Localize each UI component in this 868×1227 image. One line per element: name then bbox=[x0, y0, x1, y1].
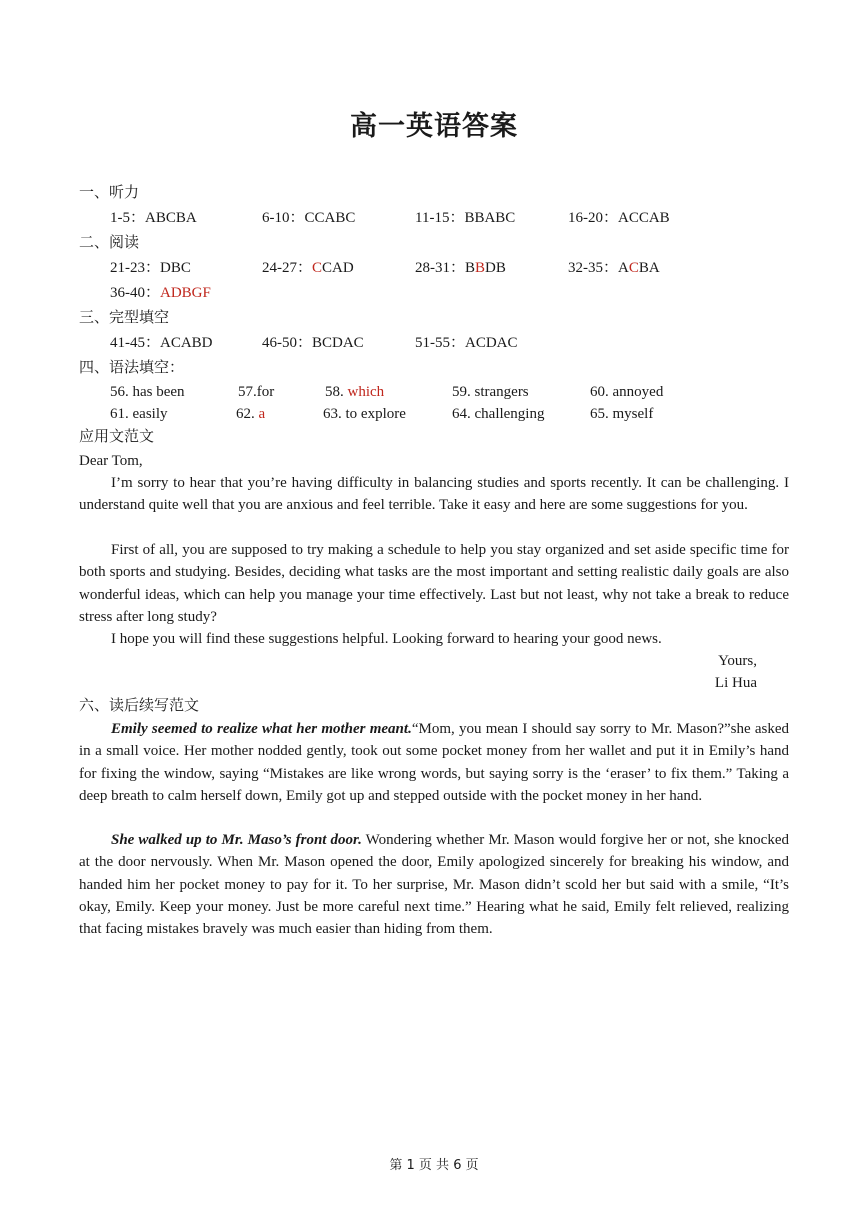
section-heading-cloze: 三、完型填空 bbox=[79, 310, 170, 326]
answer-group: 16-20：ACCAB bbox=[568, 210, 670, 226]
answer-group: 1-5：ABCBA bbox=[110, 210, 197, 226]
section-heading-grammar: 四、语法填空： bbox=[79, 360, 185, 376]
answer-group: 11-15：BBABC bbox=[415, 210, 516, 226]
letter-greeting: Dear Tom, bbox=[79, 453, 143, 469]
answer-group: 21-23：DBC bbox=[110, 260, 191, 276]
continuation-paragraph-2 bbox=[79, 829, 789, 940]
answer-group: 56. has been bbox=[110, 384, 185, 400]
paragraph-lead-sentence: She walked up to Mr. Maso’s front door. bbox=[111, 832, 362, 848]
letter-paragraph-1: I’m sorry to hear that you’re having difficulty in balancing studies and sports recently. It can be challenging. I understand quite well that you are anxious and feel terrible. Take it easy and here are some suggestions for you. bbox=[79, 475, 789, 514]
section-heading-reading: 二、阅读 bbox=[79, 235, 140, 251]
answer-group: 65. myself bbox=[590, 406, 654, 422]
section-heading-letter: 应用文范文 bbox=[79, 429, 155, 445]
answer-group: 24-27：CCAD bbox=[262, 260, 354, 276]
answer-group: 61. easily bbox=[110, 406, 168, 422]
letter-closing: Yours, bbox=[718, 653, 757, 669]
answer-group: 57.for bbox=[238, 384, 275, 400]
letter-paragraph-2: First of all, you are supposed to try making a schedule to help you stay organized and set aside specific time for both sports and studying. Besides, deciding what tasks are the most important and setting realistic daily goals are also wonderful ideas, which can help you manage your time effectively. Last but not least, why not take a break to reduce stress after long study? bbox=[79, 542, 789, 625]
answer-group: 58. which bbox=[325, 384, 385, 400]
answer-group: 63. to explore bbox=[323, 406, 406, 422]
paragraph-body: Wondering whether Mr. Mason would forgive her or not, she knocked at the door nervously. When Mr. Mason opened the door, Emily apologized sincerely for breaking his window, and handed him her pocket money to pay for it. To her surprise, Mr. Mason didn’t scold her but said with a smile, “It’s okay, Emily. Keep your money. Just be more careful next time.” Hearing what he said, Emily felt relieved, realizing that facing mistakes bravely was much easier than hiding from them. bbox=[79, 832, 790, 938]
answer-group: 64. challenging bbox=[452, 406, 545, 422]
answer-group: 59. strangers bbox=[452, 384, 529, 400]
answer-group: 28-31：BBDB bbox=[415, 260, 506, 276]
answer-group: 60. annoyed bbox=[590, 384, 664, 400]
continuation-paragraph-1 bbox=[79, 718, 789, 807]
section-heading-continuation: 六、读后续写范文 bbox=[79, 698, 200, 714]
answer-group: 36-40：ADBGF bbox=[110, 285, 211, 301]
answer-group: 6-10：CCABC bbox=[262, 210, 356, 226]
answer-group: 62. a bbox=[236, 406, 266, 422]
page-title: 高一英语答案 bbox=[350, 111, 518, 141]
page-footer: 第 1 页 共 6 页 bbox=[389, 1158, 479, 1173]
section-heading-listening: 一、听力 bbox=[79, 185, 140, 201]
letter-paragraph-3: I hope you will find these suggestions helpful. Looking forward to hearing your good news. bbox=[111, 631, 662, 647]
answer-group: 32-35：ACBA bbox=[568, 260, 660, 276]
answer-group: 51-55：ACDAC bbox=[415, 335, 518, 351]
letter-signature: Li Hua bbox=[714, 675, 757, 691]
answer-group: 46-50：BCDAC bbox=[262, 335, 364, 351]
answer-group: 41-45：ACABD bbox=[110, 335, 213, 351]
paragraph-lead-sentence: Emily seemed to realize what her mother meant. bbox=[111, 721, 412, 737]
paragraph-body: “Mom, you mean I should say sorry to Mr. Mason?”she asked in a small voice. Her mother nodded gently, took out some pocket money from her wallet and put it in Emily’s hand for fixing the window, saying “Mistakes are like wrong words, but saying sorry is the ‘eraser’ to fix them.” Taking a deep breath to calm herself down, Emily got up and stepped outside with the pocket money in her hand. bbox=[79, 721, 790, 804]
